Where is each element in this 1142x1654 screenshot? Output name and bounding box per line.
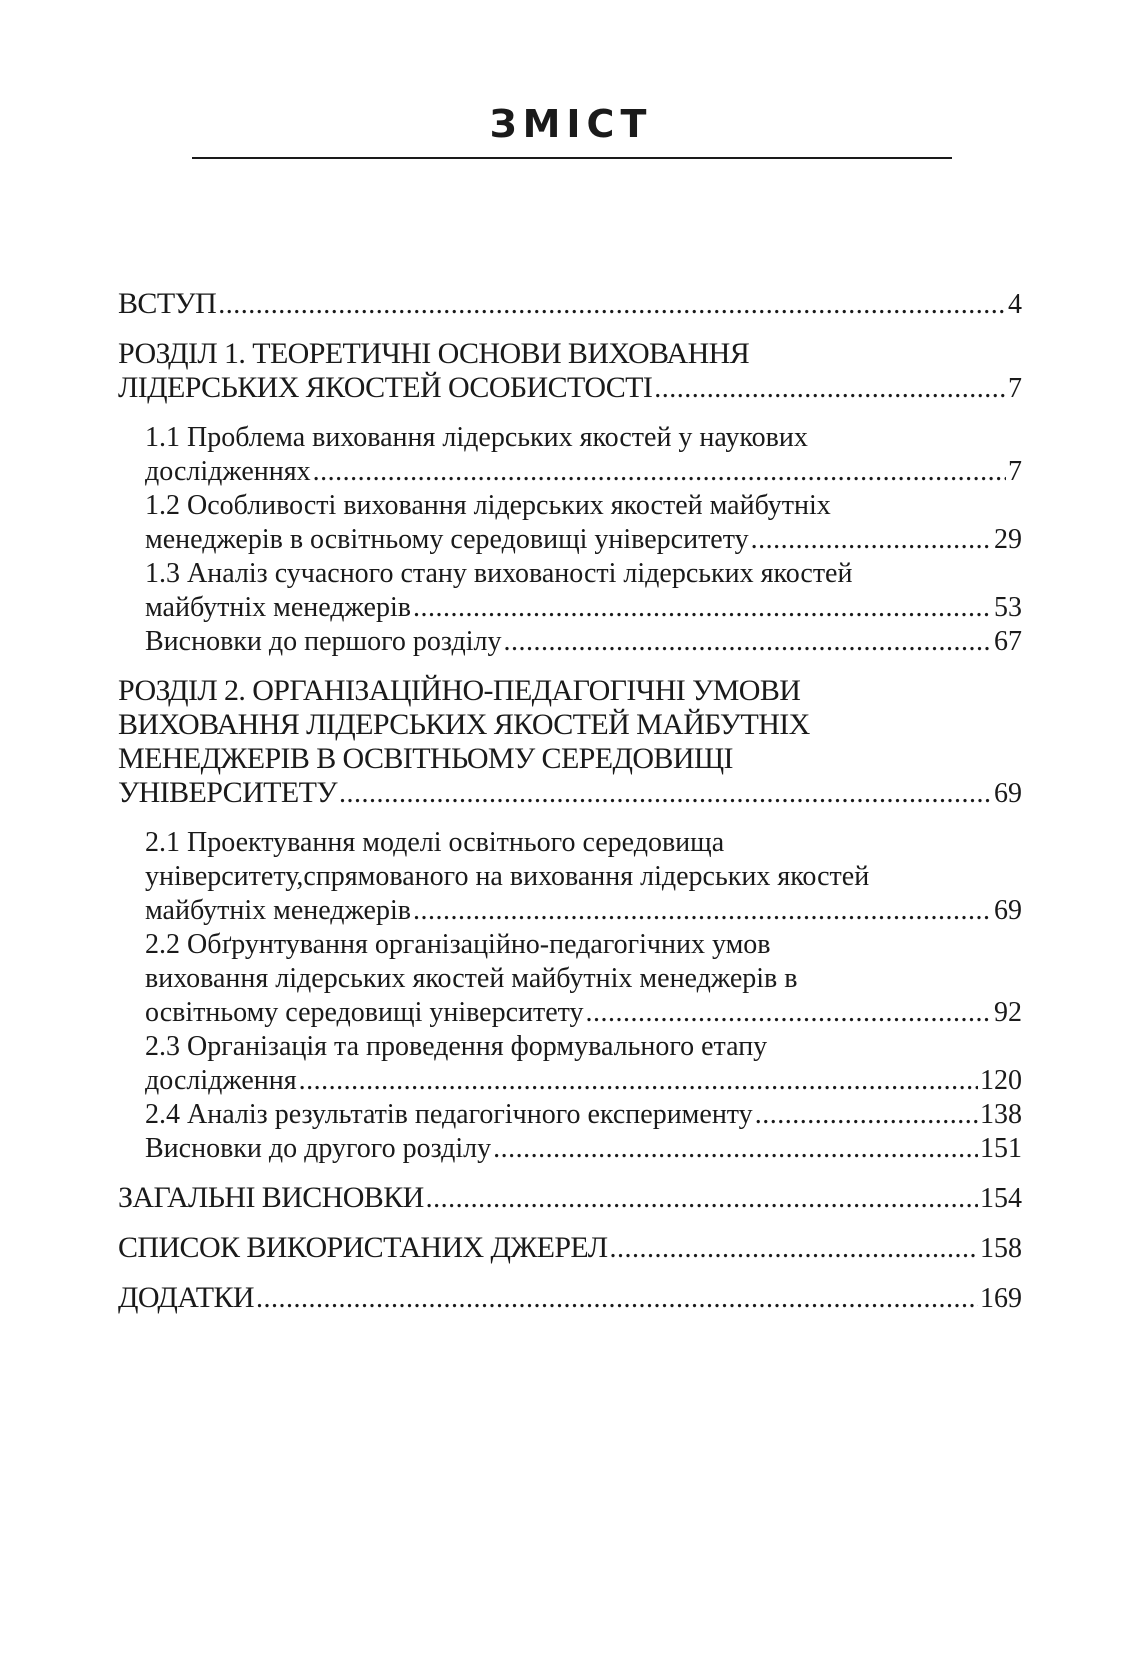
toc-entry-text: дослідженнях — [145, 456, 311, 487]
toc-page-number: 154 — [980, 1183, 1022, 1214]
toc-entry-line — [145, 1132, 1022, 1166]
toc-page-number: 151 — [980, 1133, 1022, 1164]
toc-entry-text: Висновки до першого розділу — [145, 626, 502, 657]
toc-entry-line — [145, 826, 1022, 860]
dot-leader — [413, 591, 992, 625]
toc-entry-line — [118, 287, 1022, 322]
toc-entry-line — [145, 860, 1022, 894]
toc-page-number: 138 — [980, 1099, 1022, 1130]
dot-leader — [313, 455, 1006, 489]
toc-page-number: 53 — [994, 592, 1022, 623]
toc-page-number: 29 — [994, 524, 1022, 555]
toc-entry-line — [145, 591, 1022, 625]
toc-entry-line — [118, 1231, 1022, 1266]
toc-entry[interactable] — [145, 1098, 1022, 1132]
toc-entry-line — [118, 776, 1022, 811]
toc-entry[interactable] — [145, 826, 1022, 928]
dot-leader — [751, 523, 992, 557]
dot-leader — [426, 1182, 978, 1216]
toc-page-number: 169 — [980, 1283, 1022, 1314]
toc-entry-line — [118, 1281, 1022, 1316]
dot-leader — [413, 894, 992, 928]
title-underline — [192, 157, 952, 159]
toc-page-number: 7 — [1008, 456, 1022, 487]
toc-entry-text: менеджерів в освітньому середовищі університету — [145, 524, 749, 555]
toc-entry[interactable] — [145, 1132, 1022, 1166]
dot-leader — [503, 625, 992, 659]
toc-entry[interactable] — [145, 489, 1022, 557]
toc-entry-text: ВСТУП — [118, 287, 217, 320]
toc-entry-text: 2.1 Проектування моделі освітнього середовища — [145, 827, 725, 858]
toc-page-number: 120 — [980, 1065, 1022, 1096]
toc-entry[interactable] — [145, 557, 1022, 625]
dot-leader — [218, 288, 1006, 322]
toc-entry-line — [145, 1030, 1022, 1064]
toc-entry[interactable] — [118, 287, 1022, 322]
toc-entry-text: РОЗДІЛ 2. ОРГАНІЗАЦІЙНО-ПЕДАГОГІЧНІ УМОВИ — [118, 674, 801, 707]
toc-entry-text: СПИСОК ВИКОРИСТАНИХ ДЖЕРЕЛ — [118, 1231, 608, 1264]
dot-leader — [610, 1232, 978, 1266]
toc-entry-line — [145, 523, 1022, 557]
toc-entry-text: 1.2 Особливості виховання лідерських якостей майбутніх — [145, 490, 831, 521]
toc-entry-line — [118, 337, 1022, 371]
toc-entry-line — [145, 928, 1022, 962]
toc-entry-text: 1.3 Аналіз сучасного стану вихованості лідерських якостей — [145, 558, 853, 589]
toc-page-number: 69 — [994, 895, 1022, 926]
toc-entry-line — [145, 557, 1022, 591]
toc-page-number: 67 — [994, 626, 1022, 657]
toc-entry-text: виховання лідерських якостей майбутніх менеджерів в — [145, 963, 798, 994]
toc-entry-line — [145, 894, 1022, 928]
toc-entry-line — [145, 962, 1022, 996]
toc-entry-text: ДОДАТКИ — [118, 1281, 254, 1314]
dot-leader — [755, 1098, 978, 1132]
toc-entry[interactable] — [145, 421, 1022, 489]
toc-entry[interactable] — [118, 1281, 1022, 1316]
toc-page-number: 69 — [994, 778, 1022, 809]
toc-entry-line — [118, 1181, 1022, 1216]
toc-page-number: 4 — [1008, 289, 1022, 320]
toc-entry-text: 2.3 Організація та проведення формувального етапу — [145, 1031, 768, 1062]
table-of-contents — [118, 287, 1022, 1331]
toc-entry[interactable] — [145, 928, 1022, 1030]
dot-leader — [493, 1132, 978, 1166]
toc-entry-line — [145, 1098, 1022, 1132]
toc-entry-line — [145, 625, 1022, 659]
dot-leader — [339, 777, 992, 811]
toc-entry-text: ВИХОВАННЯ ЛІДЕРСЬКИХ ЯКОСТЕЙ МАЙБУТНІХ — [118, 708, 810, 741]
toc-entry-text: 2.2 Обґрунтування організаційно-педагогічних умов — [145, 929, 771, 960]
toc-entry-text: 2.4 Аналіз результатів педагогічного експерименту — [145, 1099, 753, 1130]
toc-entry-text: дослідження — [145, 1065, 297, 1096]
toc-entry-text: ЛІДЕРСЬКИХ ЯКОСТЕЙ ОСОБИСТОСТІ — [118, 371, 653, 404]
toc-entry[interactable] — [145, 625, 1022, 659]
toc-entry[interactable] — [145, 1030, 1022, 1098]
toc-entry[interactable] — [118, 674, 1022, 811]
toc-entry-text: РОЗДІЛ 1. ТЕОРЕТИЧНІ ОСНОВИ ВИХОВАННЯ — [118, 337, 750, 370]
dot-leader — [654, 372, 1006, 406]
toc-entry[interactable] — [118, 1231, 1022, 1266]
toc-entry[interactable] — [118, 1181, 1022, 1216]
toc-entry-line — [145, 421, 1022, 455]
dot-leader — [586, 996, 992, 1030]
toc-page-number: 92 — [994, 997, 1022, 1028]
toc-entry-line — [118, 708, 1022, 742]
toc-entry-text: УНІВЕРСИТЕТУ — [118, 776, 337, 809]
toc-entry-line — [145, 455, 1022, 489]
toc-entry-text: 1.1 Проблема виховання лідерських якостей у наукових — [145, 422, 808, 453]
toc-entry-line — [118, 371, 1022, 406]
page-title: ЗМІСТ — [489, 102, 653, 146]
toc-entry-line — [145, 1064, 1022, 1098]
toc-entry-text: освітньому середовищі університету — [145, 997, 584, 1028]
toc-entry-line — [145, 996, 1022, 1030]
dot-leader — [256, 1282, 978, 1316]
toc-page-number: 7 — [1008, 373, 1022, 404]
toc-entry-text: МЕНЕДЖЕРІВ В ОСВІТНЬОМУ СЕРЕДОВИЩІ — [118, 742, 733, 775]
toc-entry-text: університету,спрямованого на виховання лідерських якостей — [145, 861, 870, 892]
toc-entry-text: майбутніх менеджерів — [145, 895, 411, 926]
toc-entry[interactable] — [118, 337, 1022, 406]
toc-entry-text: майбутніх менеджерів — [145, 592, 411, 623]
dot-leader — [299, 1064, 978, 1098]
toc-entry-text: Висновки до другого розділу — [145, 1133, 492, 1164]
toc-entry-line — [145, 489, 1022, 523]
toc-entry-line — [118, 674, 1022, 708]
toc-page-number: 158 — [980, 1233, 1022, 1264]
toc-entry-line — [118, 742, 1022, 776]
toc-entry-text: ЗАГАЛЬНІ ВИСНОВКИ — [118, 1181, 424, 1214]
